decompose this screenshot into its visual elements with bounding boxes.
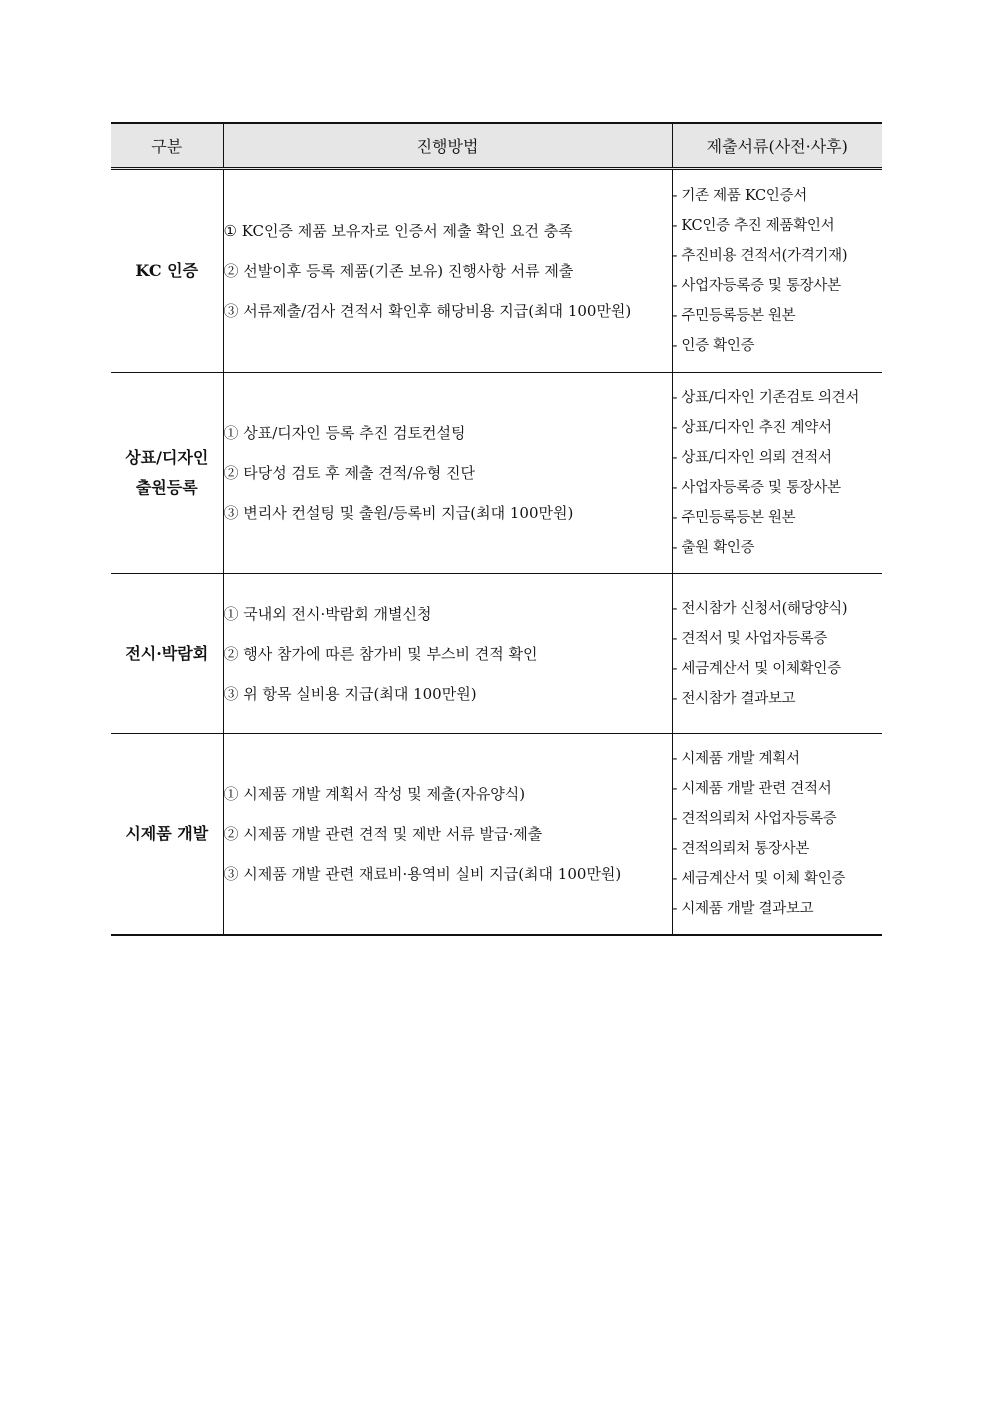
category-label: KC 인증	[135, 261, 199, 280]
document-item: - 상표/디자인 추진 계약서	[672, 420, 832, 436]
document-item: - 주민등록등본 원본	[672, 510, 796, 526]
method-item: ② 선발이후 등록 제품(기존 보유) 진행사항 서류 제출	[223, 262, 574, 280]
method-item: ① 시제품 개발 계획서 작성 및 제출(자유양식)	[223, 785, 526, 803]
document-item: - 견적서 및 사업자등록증	[672, 630, 828, 647]
document-item: - 시제품 개발 결과보고	[672, 901, 814, 917]
document-item: - 시제품 개발 관련 견적서	[672, 781, 832, 797]
methods-cell	[223, 169, 672, 373]
document-item: - 사업자등록증 및 통장사본	[672, 480, 841, 496]
document-item: - 세금계산서 및 이체확인증	[672, 660, 841, 677]
document-item: - 상표/디자인 의뢰 견적서	[672, 450, 832, 466]
method-item: ③ 위 항목 실비용 지급(최대 100만원)	[223, 684, 477, 703]
document-item: - 세금계산서 및 이체 확인증	[672, 871, 846, 887]
document-item: - 추진비용 견적서(가격기재)	[672, 248, 848, 264]
document-item: - 전시참가 신청서(해당양식)	[672, 600, 848, 617]
method-item: ③ 서류제출/검사 견적서 확인후 해당비용 지급(최대 100만원)	[223, 302, 632, 320]
table-row	[111, 373, 882, 574]
support-table	[111, 122, 882, 936]
method-item: ① 상표/디자인 등록 추진 검토컨설팅	[223, 424, 466, 442]
document-item: - KC인증 추진 제품확인서	[672, 218, 835, 234]
table-row	[111, 734, 882, 936]
document-item: - 기존 제품 KC인증서	[672, 188, 807, 204]
document-item: - 상표/디자인 기존검토 의견서	[672, 390, 860, 406]
category-cell	[111, 169, 223, 373]
category-label: 출원등록	[135, 478, 198, 497]
document-item: - 주민등록등본 원본	[672, 308, 796, 324]
method-item: ① 국내외 전시·박람회 개별신청	[223, 604, 432, 623]
document-item: - 견적의뢰처 사업자등록증	[672, 811, 837, 827]
document-item: - 전시참가 결과보고	[672, 690, 796, 707]
category-cell	[111, 574, 223, 734]
document-item: - 출원 확인증	[672, 540, 755, 556]
category-label: 시제품 개발	[125, 824, 209, 843]
method-item: ② 시제품 개발 관련 견적 및 제반 서류 발급·제출	[223, 825, 543, 843]
document-item: - 견적의뢰처 통장사본	[672, 841, 810, 857]
header-documents: 제출서류(사전·사후)	[672, 123, 882, 169]
category-label: 전시·박람회	[125, 643, 209, 663]
table-row	[111, 169, 882, 373]
documents-cell	[672, 574, 882, 734]
methods-cell	[223, 574, 672, 734]
documents-cell	[672, 169, 882, 373]
documents-cell	[672, 373, 882, 574]
document-item: - 사업자등록증 및 통장사본	[672, 278, 841, 294]
method-item: ② 타당성 검토 후 제출 견적/유형 진단	[223, 464, 476, 482]
category-label: 상표/디자인	[125, 448, 209, 467]
header-category: 구분	[111, 123, 223, 169]
category-cell	[111, 734, 223, 936]
method-item: ③ 시제품 개발 관련 재료비·용역비 실비 지급(최대 100만원)	[223, 865, 622, 883]
documents-cell	[672, 734, 882, 936]
table-row	[111, 574, 882, 734]
header-method: 진행방법	[223, 123, 672, 169]
method-item: ② 행사 참가에 따른 참가비 및 부스비 견적 확인	[223, 644, 538, 663]
method-item: ① KC인증 제품 보유자로 인증서 제출 확인 요건 충족	[223, 222, 573, 240]
methods-cell	[223, 734, 672, 936]
document-item: - 시제품 개발 계획서	[672, 751, 800, 767]
method-item: ③ 변리사 컨설팅 및 출원/등록비 지급(최대 100만원)	[223, 504, 574, 522]
methods-cell	[223, 373, 672, 574]
category-cell	[111, 373, 223, 574]
document-item: - 인증 확인증	[672, 338, 755, 354]
header-row	[111, 123, 882, 169]
